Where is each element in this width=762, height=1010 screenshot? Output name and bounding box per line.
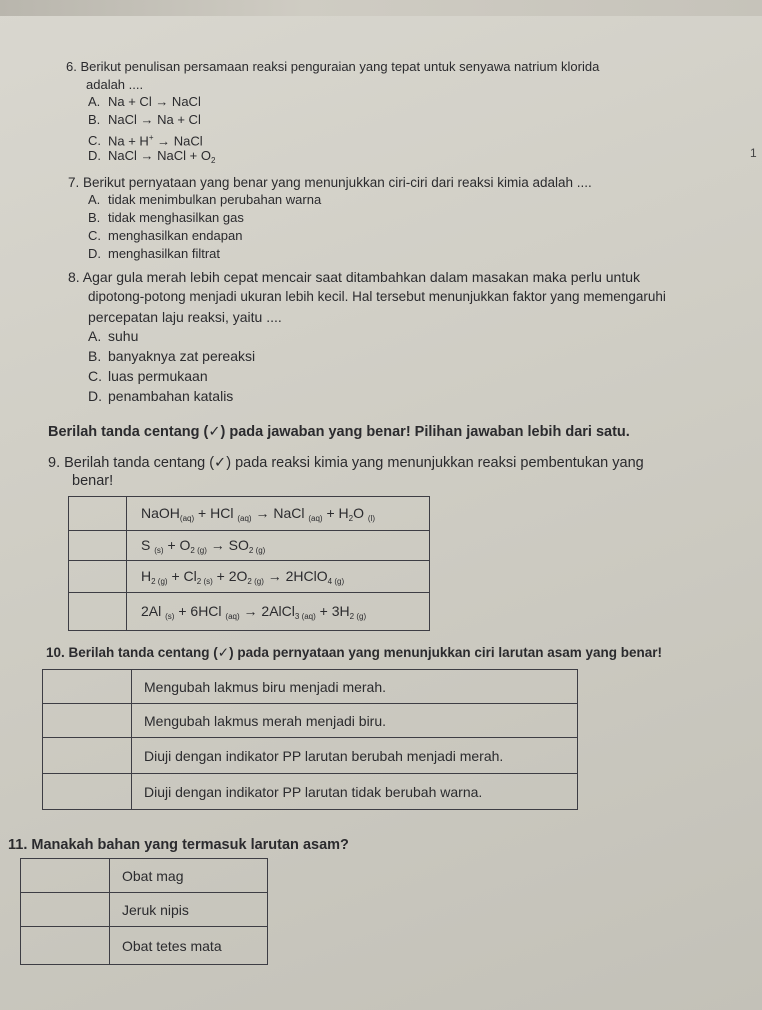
q9-reaction-table bbox=[68, 496, 430, 631]
q6-option-d[interactable]: D. NaCl → NaCl + $O_2$ bbox=[88, 148, 216, 165]
q11-stem: 11. Manakah bahan yang termasuk larutan asam? bbox=[8, 837, 349, 853]
q9-checkbox-3[interactable] bbox=[69, 561, 127, 593]
q11-material-table bbox=[20, 858, 268, 965]
q10-statement-table bbox=[42, 669, 578, 810]
q9-checkbox-2[interactable] bbox=[69, 531, 127, 561]
q8-stem-line2: dipotong-potong menjadi ukuran lebih kecil. Hal tersebut menunjukkan faktor yang memengaruhi bbox=[88, 289, 666, 304]
q6-option-b[interactable]: B. NaCl → Na + Cl bbox=[88, 112, 201, 127]
q9-checkbox-4[interactable] bbox=[69, 593, 127, 631]
q11-checkbox-1[interactable] bbox=[21, 859, 110, 893]
q11-checkbox-3[interactable] bbox=[21, 927, 110, 965]
q10-checkbox-1[interactable] bbox=[43, 670, 132, 704]
section-heading: Berilah tanda centang (✓) pada jawaban yang benar! Pilihan jawaban lebih dari satu. bbox=[48, 424, 630, 440]
q8-option-c[interactable]: C. luas permukaan bbox=[88, 368, 208, 384]
q8-option-b[interactable]: B. banyaknya zat pereaksi bbox=[88, 348, 256, 364]
q10-checkbox-4[interactable] bbox=[43, 774, 132, 810]
q6-option-a[interactable]: A. Na + Cl → NaCl bbox=[88, 94, 201, 109]
q7-option-c[interactable]: C. menghasilkan endapan bbox=[88, 228, 243, 243]
q10-statement-2: Mengubah lakmus merah menjadi biru. bbox=[132, 704, 578, 738]
q10-checkbox-3[interactable] bbox=[43, 738, 132, 774]
q6-option-c[interactable]: C. Na + H+ → NaCl bbox=[88, 133, 203, 149]
q8-stem-line1: 8. Agar gula merah lebih cepat mencair saat ditambahkan dalam masakan maka perlu untuk bbox=[68, 269, 640, 285]
q10-statement-3: Diuji dengan indikator PP larutan berubah menjadi merah. bbox=[132, 738, 578, 774]
q9-row bbox=[69, 531, 430, 561]
q9-reaction-1: NaOH$_{(aq)}$ + HCl $_{(aq)}$ → NaCl $_{(aq)} + H_2O$ $_{(l)}$ bbox=[127, 497, 430, 531]
q9-row bbox=[69, 593, 430, 631]
q10-row bbox=[43, 774, 578, 810]
q11-item-2: Jeruk nipis bbox=[110, 893, 268, 927]
q7-option-d[interactable]: D. menghasilkan filtrat bbox=[88, 246, 220, 261]
q10-stem: 10. Berilah tanda centang (✓) pada pernyataan yang menunjukkan ciri larutan asam yang benar! bbox=[46, 645, 662, 660]
q11-row bbox=[21, 859, 268, 893]
q11-item-3: Obat tetes mata bbox=[110, 927, 268, 965]
q9-checkbox-1[interactable] bbox=[69, 497, 127, 531]
q6-stem-line1: 6. Berikut penulisan persamaan reaksi penguraian yang tepat untuk senyawa natrium klorida bbox=[66, 59, 600, 74]
q11-checkbox-2[interactable] bbox=[21, 893, 110, 927]
q7-option-b[interactable]: B. tidak menghasilkan gas bbox=[88, 210, 244, 225]
q10-row bbox=[43, 670, 578, 704]
previous-page-edge bbox=[0, 0, 762, 16]
q10-row bbox=[43, 704, 578, 738]
q9-reaction-2: S $_{(s)} + O_{2 (g)} \to SO_{2 (g)}$ bbox=[127, 531, 430, 561]
q9-row bbox=[69, 497, 430, 531]
q10-statement-1: Mengubah lakmus biru menjadi merah. bbox=[132, 670, 578, 704]
q10-row bbox=[43, 738, 578, 774]
q6-stem-line2: adalah .... bbox=[86, 77, 144, 92]
q7-stem: 7. Berikut pernyataan yang benar yang menunjukkan ciri-ciri dari reaksi kimia adalah .... bbox=[68, 175, 592, 190]
q9-stem-line1: 9. Berilah tanda centang (✓) pada reaksi kimia yang menunjukkan reaksi pembentukan yang bbox=[48, 455, 644, 471]
q9-reaction-4: 2Al $_{(s)}$ + 6HCl $_{(aq)}$ → 2AlCl$_{3 (aq)}$ + $3H_{2 (g)}$ bbox=[127, 593, 430, 631]
margin-mark: 1 bbox=[750, 146, 757, 160]
q10-checkbox-2[interactable] bbox=[43, 704, 132, 738]
q8-stem-line3: percepatan laju reaksi, yaitu .... bbox=[88, 309, 282, 325]
q9-stem-line2: benar! bbox=[72, 473, 114, 489]
q11-item-1: Obat mag bbox=[110, 859, 268, 893]
q11-row bbox=[21, 893, 268, 927]
q7-option-a[interactable]: A. tidak menimbulkan perubahan warna bbox=[88, 192, 322, 207]
q11-row bbox=[21, 927, 268, 965]
q8-option-a[interactable]: A. suhu bbox=[88, 328, 139, 344]
q10-statement-4: Diuji dengan indikator PP larutan tidak berubah warna. bbox=[132, 774, 578, 810]
q9-reaction-3: $H_{2 (g)} + Cl_{2 (s)} + 2O_{2 (g)}$ → 2HClO$_{4 (g)}$ bbox=[127, 561, 430, 593]
q8-option-d[interactable]: D. penambahan katalis bbox=[88, 388, 234, 404]
q9-row bbox=[69, 561, 430, 593]
